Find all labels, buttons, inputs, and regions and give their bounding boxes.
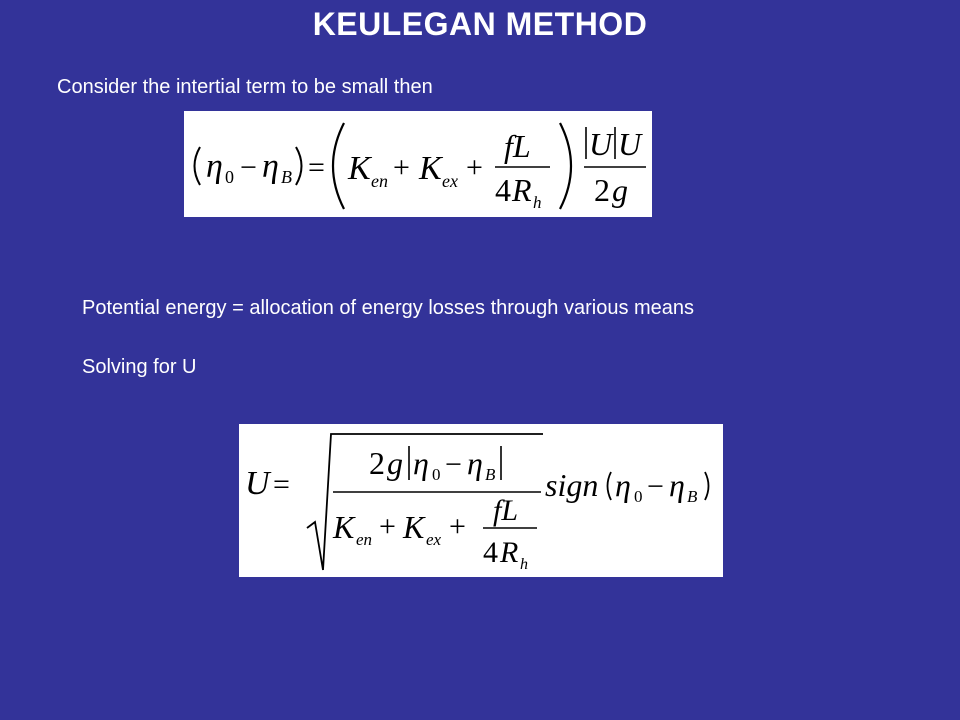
slide-title: KEULEGAN METHOD xyxy=(312,6,648,42)
svg-text:R: R xyxy=(500,536,519,569)
svg-text:B: B xyxy=(485,465,496,484)
svg-text:U: U xyxy=(589,126,613,162)
svg-text:B: B xyxy=(687,487,698,506)
svg-text:η: η xyxy=(467,445,483,481)
svg-text:+: + xyxy=(379,510,396,543)
svg-text:en: en xyxy=(356,530,373,549)
svg-text:=: = xyxy=(308,151,325,184)
svg-text:ex: ex xyxy=(426,530,442,549)
intro-text: Consider the intertial term to be small then xyxy=(57,76,433,98)
equation-velocity-solution xyxy=(239,424,723,577)
svg-text:η: η xyxy=(413,445,429,481)
svg-text:U: U xyxy=(245,465,270,502)
svg-text:K: K xyxy=(403,509,425,545)
svg-text:−: − xyxy=(445,448,462,481)
svg-text:0: 0 xyxy=(634,487,643,506)
svg-text:ex: ex xyxy=(442,171,458,191)
svg-text:B: B xyxy=(281,167,292,187)
svg-text:K: K xyxy=(333,509,355,545)
svg-text:fL: fL xyxy=(493,494,519,527)
svg-text:−: − xyxy=(240,151,257,184)
svg-text:+: + xyxy=(393,151,410,184)
svg-text:2: 2 xyxy=(594,172,610,208)
svg-text:fL: fL xyxy=(504,128,531,164)
svg-text:h: h xyxy=(520,556,528,573)
svg-text:=: = xyxy=(273,468,290,501)
svg-text:en: en xyxy=(371,171,388,191)
svg-text:+: + xyxy=(466,151,483,184)
svg-text:0: 0 xyxy=(432,465,441,484)
equation-energy-balance xyxy=(184,111,652,217)
svg-text:η: η xyxy=(206,148,223,185)
svg-text:g: g xyxy=(612,172,628,208)
solve-text: Solving for U xyxy=(82,356,197,378)
svg-text:h: h xyxy=(533,193,542,212)
svg-text:4: 4 xyxy=(495,172,511,208)
svg-text:K: K xyxy=(348,150,371,187)
svg-text:−: − xyxy=(647,470,664,503)
equation-velocity-solution-graphic xyxy=(239,424,723,577)
svg-text:2: 2 xyxy=(369,445,385,481)
equation-energy-balance-graphic xyxy=(184,111,652,217)
svg-text:0: 0 xyxy=(225,167,234,187)
svg-text:+: + xyxy=(449,510,466,543)
svg-text:g: g xyxy=(387,445,403,481)
svg-text:η: η xyxy=(262,148,279,185)
energy-text: Potential energy = allocation of energy losses through various means xyxy=(82,297,695,319)
svg-text:R: R xyxy=(512,172,532,208)
svg-text:4: 4 xyxy=(483,536,498,569)
svg-text:K: K xyxy=(419,150,442,187)
svg-text:η: η xyxy=(615,467,631,503)
svg-text:sign: sign xyxy=(545,467,599,503)
svg-text:η: η xyxy=(669,467,685,503)
svg-text:U: U xyxy=(618,126,642,162)
